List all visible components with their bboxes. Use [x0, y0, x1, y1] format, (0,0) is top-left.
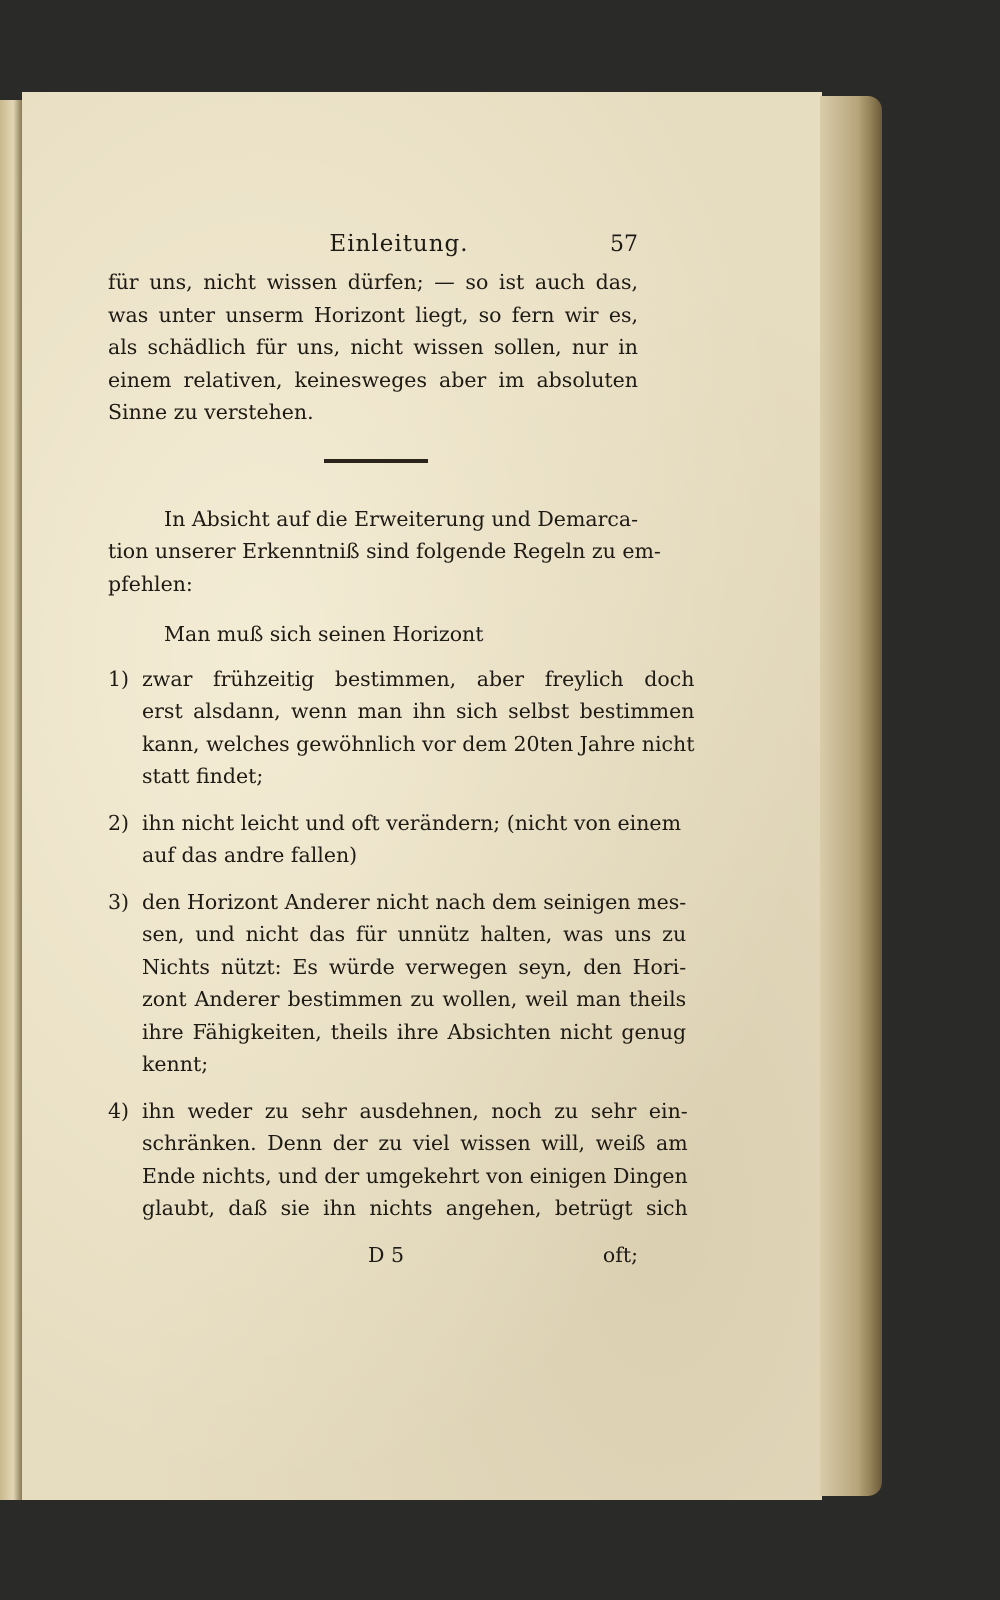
item-number: 3)	[108, 889, 130, 914]
item-number: 2)	[108, 810, 130, 835]
text-line: schränken. Denn der zu viel wissen will, weiß am	[142, 1131, 688, 1155]
rule-item-1	[108, 663, 695, 793]
opening-paragraph	[108, 266, 638, 429]
page-footer	[108, 1239, 638, 1272]
previous-page-edge	[0, 100, 22, 1500]
text-line: In Absicht auf die Erweiterung und Demarca-	[164, 506, 639, 531]
text-line: pfehlen:	[108, 571, 193, 596]
item-body	[142, 1095, 688, 1225]
rule-item-4	[108, 1095, 688, 1225]
text-line: für uns, nicht wissen dürfen; — so ist auch das,	[108, 270, 638, 294]
text-line: als schädlich für uns, nicht wissen sollen, nur in	[108, 335, 638, 359]
text-line: tion unserer Erkenntniß sind folgende Regeln zu em-	[108, 539, 661, 563]
text-line: auf das andre fallen)	[142, 843, 358, 867]
text-line: sen, und nicht das für unnütz halten, was uns zu	[142, 922, 687, 946]
item-body	[142, 663, 694, 793]
section-divider	[108, 429, 638, 503]
text-line: Sinne zu verstehen.	[108, 400, 314, 424]
rule-item-2	[108, 807, 682, 872]
rule-item-3	[108, 886, 687, 1081]
text-line: ihre Fähigkeiten, theils ihre Absichten nicht genug	[142, 1019, 687, 1044]
intro-paragraph	[108, 503, 661, 601]
page-stack-edge	[820, 96, 882, 1496]
text-line: ihn weder zu sehr ausdehnen, noch zu sehr ein-	[142, 1098, 688, 1123]
page-number: 57	[610, 232, 638, 257]
rule-lead-line: Man muß sich seinen Horizont	[164, 622, 484, 646]
running-head	[108, 228, 638, 264]
running-head-title: Einleitung.	[329, 231, 469, 257]
signature-mark: D 5	[368, 1242, 404, 1267]
divider-rule	[324, 459, 428, 463]
text-line: kennt;	[142, 1052, 209, 1076]
catchword: oft;	[602, 1242, 638, 1267]
text-line: den Horizont Anderer nicht nach dem seinigen mes-	[142, 889, 687, 914]
text-line: glaubt, daß sie ihn nichts angehen, betrügt sich	[142, 1196, 688, 1220]
item-body	[142, 807, 681, 872]
text-line: Ende nichts, und der umgekehrt von einigen Dingen	[142, 1163, 688, 1188]
item-body	[142, 886, 686, 1081]
page-text	[108, 228, 695, 1271]
text-line: erst alsdann, wenn man ihn sich selbst bestimmen	[142, 699, 695, 723]
text-line: ihn nicht leicht und oft verändern; (nicht von einem	[142, 810, 682, 835]
text-line: Nichts nützt: Es würde verwegen seyn, den Hori-	[142, 954, 687, 979]
text-line: was unter unserm Horizont liegt, so fern wir es,	[108, 302, 638, 327]
text-line: statt findet;	[142, 764, 264, 788]
text-line: kann, welches gewöhnlich vor dem 20ten Jahre nicht	[142, 731, 695, 756]
item-number: 4)	[108, 1098, 130, 1123]
text-line: zwar frühzeitig bestimmen, aber freylich doch	[142, 666, 695, 691]
text-line: zont Anderer bestimmen zu wollen, weil man theils	[142, 987, 687, 1011]
item-number: 1)	[108, 666, 130, 691]
text-line: einem relativen, keinesweges aber im absoluten	[108, 367, 638, 392]
